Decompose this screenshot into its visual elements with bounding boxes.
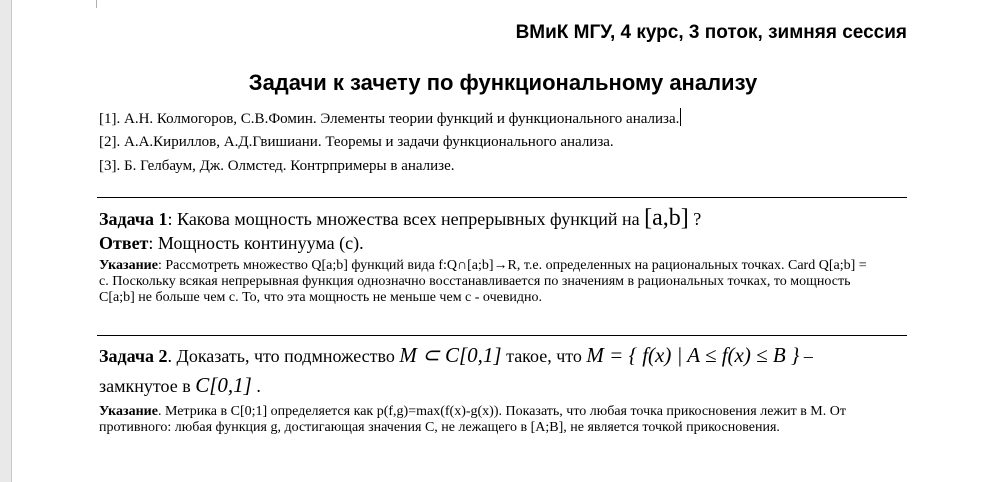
- reference-item: [1]. А.Н. Колмогоров, С.В.Фомин. Элементы теории функций и функционального анализа.: [99, 108, 681, 132]
- task1-label: Задача 1: [99, 209, 168, 229]
- section-divider: [97, 197, 907, 198]
- task2-statement: Задача 2. Доказать, что подмножество M ⊂ C[0,1] такое, что M = { f(x) | A ≤ f(x) ≤ B } –: [99, 343, 813, 367]
- set-formula: M = { f(x) | A ≤ f(x) ≤ B }: [586, 343, 800, 367]
- task1-interval: [a,b]: [644, 205, 689, 231]
- answer-label: Ответ: [99, 233, 149, 253]
- ruler-tick: [96, 0, 97, 8]
- task2-hint: Указание. Метрика в C[0;1] определяется как p(f,g)=max(f(x)-g(x)). Показать, что любая точка прикосновения лежит в M. От противного: любая функция g, достигающая значения C, не лежащего в [A;B], не является точкой прикосновения.: [99, 404, 846, 435]
- task2-label: Задача 2: [99, 346, 168, 366]
- text-cursor: [680, 108, 681, 126]
- reference-item: [3]. Б. Гелбаум, Дж. Олмстед. Контрпримеры в анализе.: [99, 158, 455, 174]
- section-divider: [97, 335, 907, 336]
- page-left-margin: [0, 0, 12, 482]
- hint-label: Указание: [99, 258, 158, 273]
- task1-hint: Указание: Рассмотреть множество Q[a;b] функций вида f:Q∩[a;b]→R, т.е. определенных на рациональных точках. Card Q[a;b] = c. Поскольку всякая непрерывная функция однозначно восстанавливается по значениям в рациональных точках, то мощность C[a;b] не больше чем c. То, что эта мощность не меньше чем c - очевидно.: [99, 258, 867, 305]
- subset-formula: M ⊂ C[0,1]: [399, 343, 502, 367]
- page-title: Задачи к зачету по функциональному анализу: [248, 70, 758, 95]
- task1-answer: Ответ: Мощность континуума (c).: [99, 233, 364, 253]
- task1-question: Задача 1: Какова мощность множества всех непрерывных функций на [a,b] ?: [99, 205, 702, 231]
- references-list: [99, 108, 681, 180]
- hint-label: Указание: [99, 404, 158, 419]
- task2-line2: замкнутое в C[0,1] .: [99, 373, 261, 397]
- reference-item: [2]. А.А.Кириллов, А.Д.Гвишиани. Теоремы и задачи функционального анализа.: [99, 134, 614, 150]
- course-header: ВМиК МГУ, 4 курс, 3 поток, зимняя сессия: [515, 22, 907, 43]
- space-formula: C[0,1]: [195, 373, 252, 397]
